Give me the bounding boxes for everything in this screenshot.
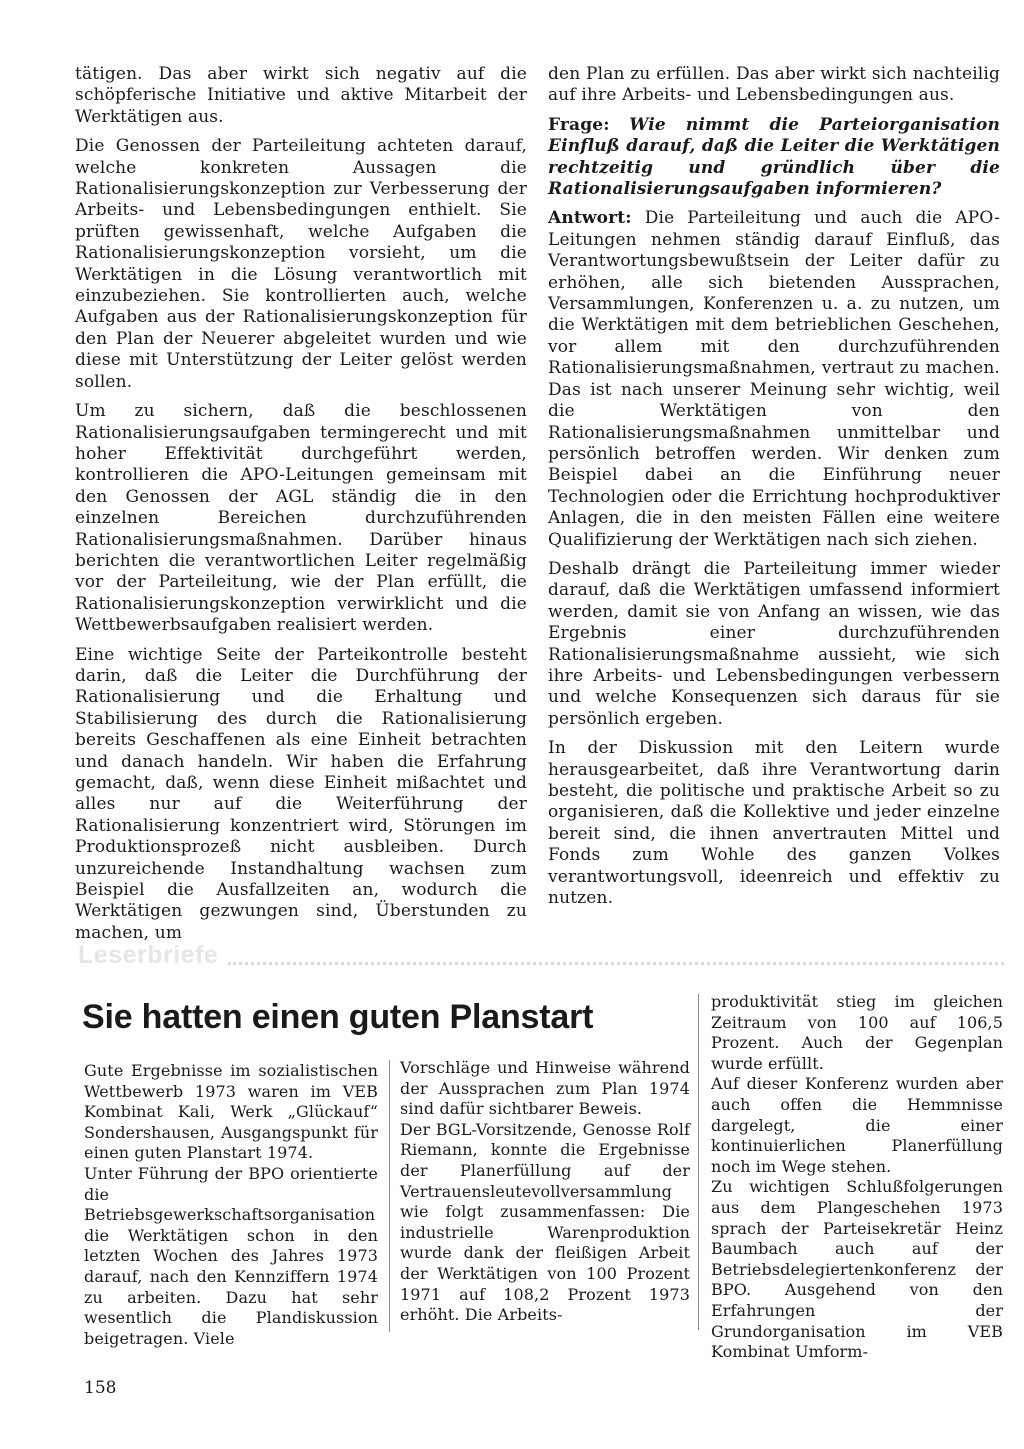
letter-paragraph: Zu wichtigen Schlußfolgerungen aus dem Plangeschehen 1973 sprach der Parteisekretär Heinz Baumbach auch auf der Betriebsdelegiertenkonferenz der BPO. Ausgehend von den Erfahrungen der Grundorganisation im VEB Kombinat Umform-	[711, 1177, 1003, 1362]
question-label: Frage:	[548, 114, 610, 135]
column-divider	[698, 994, 699, 1330]
letter-paragraph: Unter Führung der BPO orientierte die Betriebsgewerkschaftsorganisation die Werktätigen schon in den letzten Wochen des Jahres 1973 darauf, nach den Kennziffern 1974 zu arbeiten. Dazu hat sehr wesentlich die Plandiskussion beigetragen. Viele	[84, 1163, 378, 1348]
letter-paragraph: Vorschläge und Hinweise während der Aussprachen zum Plan 1974 sind dafür sichtbarer Beweis.	[400, 1058, 690, 1119]
letter-column-2	[400, 1058, 690, 1326]
article-paragraph: Um zu sichern, daß die beschlossenen Rationalisierungsaufgaben termingerecht und mit hoher Effektivität durchgeführt werden, kontrollieren die APO-Leitungen gemeinsam mit den Genossen der AGL ständig die in den einzelnen Bereichen durchzuführenden Rationalisierungsmaßnahmen. Darüber hinaus berichten die verantwortlichen Leiter regelmäßig vor der Parteileitung, wie der Plan erfüllt, die Rationalisierungskonzeption verwirklicht und die Wettbewerbsaufgaben realisiert werden.	[75, 401, 527, 636]
question-text: Wie nimmt die Parteiorganisation Einfluß darauf, daß die Leiter die Werktätigen rechtzeitig und gründlich über die Rationalisierungsaufgaben informieren?	[548, 114, 1000, 200]
article-paragraph: In der Diskussion mit den Leitern wurde herausgearbeitet, daß ihre Verantwortung darin besteht, die politische und praktische Arbeit so zu organisieren, daß die Kollektive und jeder einzelne bereit sind, die ihnen anvertrauten Mittel und Fonds zum Wohle des ganzen Volkes verantwortungsvoll, ideenreich und effektiv zu nutzen.	[548, 738, 1000, 909]
answer-paragraph	[548, 208, 1000, 551]
article-paragraph: den Plan zu erfüllen. Das aber wirkt sich nachteilig auf ihre Arbeits- und Lebensbedingungen aus.	[548, 64, 1000, 106]
letter-paragraph: Gute Ergebnisse im sozialistischen Wettbewerb 1973 waren im VEB Kombinat Kali, Werk „Glückauf“ Sondershausen, Ausgangspunkt für einen guten Planstart 1974.	[84, 1061, 378, 1163]
article-left-column	[75, 64, 527, 944]
page-number: 158	[84, 1378, 117, 1398]
article-paragraph: Eine wichtige Seite der Parteikontrolle besteht darin, daß die Leiter die Durchführung der Rationalisierung und die Erhaltung und Stabilisierung des durch die Rationalisierung bereits Geschaffenen als eine Einheit betrachten und danach handeln. Wir haben die Erfahrung gemacht, daß, wenn diese Einheit mißachtet und alles nur auf die Weiterführung der Rationalisierung konzentriert wird, Störungen im Produktionsprozeß nicht ausbleiben. Durch unzureichende Instandhaltung wachsen zum Beispiel die Ausfallzeiten an, wodurch die Werktätigen gezwungen sind, Überstunden zu machen, um	[75, 644, 527, 943]
letter-column-1	[84, 1061, 378, 1349]
section-label: Leserbriefe	[78, 941, 219, 969]
letter-paragraph: produktivität stieg im gleichen Zeitraum von 100 auf 106,5 Prozent. Auch der Gegenplan wurde erfüllt.	[711, 992, 1003, 1073]
column-divider	[389, 1060, 390, 1332]
article-right-column	[548, 64, 1000, 909]
section-divider	[228, 962, 1004, 965]
answer-text: Die Parteileitung und auch die APO-Leitungen nehmen ständig darauf Einfluß, das Verantwortungsbewußtsein der Leiter dafür zu erhöhen, alle sich bietenden Aussprachen, Versammlungen, Konferenzen u. a. zu nutzen, um die Werktätigen mit dem betrieblichen Geschehen, vor allem mit den durchzuführenden Rationalisierungsmaßnahmen, vertraut zu machen. Das ist nach unserer Meinung sehr wichtig, weil die Werktätigen von den Rationalisierungsmaßnahmen unmittelbar und persönlich betroffen werden. Wir denken zum Beispiel dabei an die Einführung neuer Technologien oder die Errichtung hochproduktiver Anlagen, die in den meisten Fällen eine weitere Qualifizierung der Werktätigen nach sich ziehen.	[548, 208, 1000, 550]
answer-label: Antwort:	[548, 208, 632, 229]
article-paragraph: Die Genossen der Parteileitung achteten darauf, welche konkreten Aussagen die Rationalisierungskonzeption zur Verbesserung der Arbeits- und Lebensbedingungen enthielt. Sie prüften gewissenhaft, welche Aufgaben die Rationalisierungskonzeption vorsieht, um die Werktätigen in die Lösung verantwortlich mit einzubeziehen. Sie kontrollierten auch, welche Aufgaben aus der Rationalisierungskonzeption für den Plan der Neuerer abgeleitet wurden und wie diese mit Unterstützung der Leiter gelöst werden sollen.	[75, 136, 527, 392]
article-paragraph: Deshalb drängt die Parteileitung immer wieder darauf, daß die Werktätigen umfassend informiert werden, damit sie von Anfang an wissen, wie das Ergebnis einer durchzuführenden Rationalisierungsmaßnahme aussieht, wie sich ihre Arbeits- und Lebensbedingungen verbessern und welche Konsequenzen sich daraus für sie persönlich ergeben.	[548, 558, 1000, 729]
article-paragraph: tätigen. Das aber wirkt sich negativ auf die schöpferische Initiative und aktive Mitarbeit der Werktätigen aus.	[75, 64, 527, 127]
question-paragraph	[548, 115, 1000, 201]
letter-column-3	[711, 992, 1003, 1363]
letter-paragraph: Auf dieser Konferenz wurden aber auch offen die Hemmnisse dargelegt, die einer kontinuierlichen Planerfüllung noch im Wege stehen.	[711, 1074, 1003, 1176]
letter-paragraph: Der BGL-Vorsitzende, Genosse Rolf Riemann, konnte die Ergebnisse der Planerfüllung auf der Vertrauensleutevollversammlung wie folgt zusammenfassen: Die industrielle Warenproduktion wurde dank der fleißigen Arbeit der Werktätigen von 100 Prozent 1971 auf 108,2 Prozent 1973 erhöht. Die Arbeits-	[400, 1119, 690, 1325]
letter-headline: Sie hatten einen guten Planstart	[82, 998, 594, 1036]
